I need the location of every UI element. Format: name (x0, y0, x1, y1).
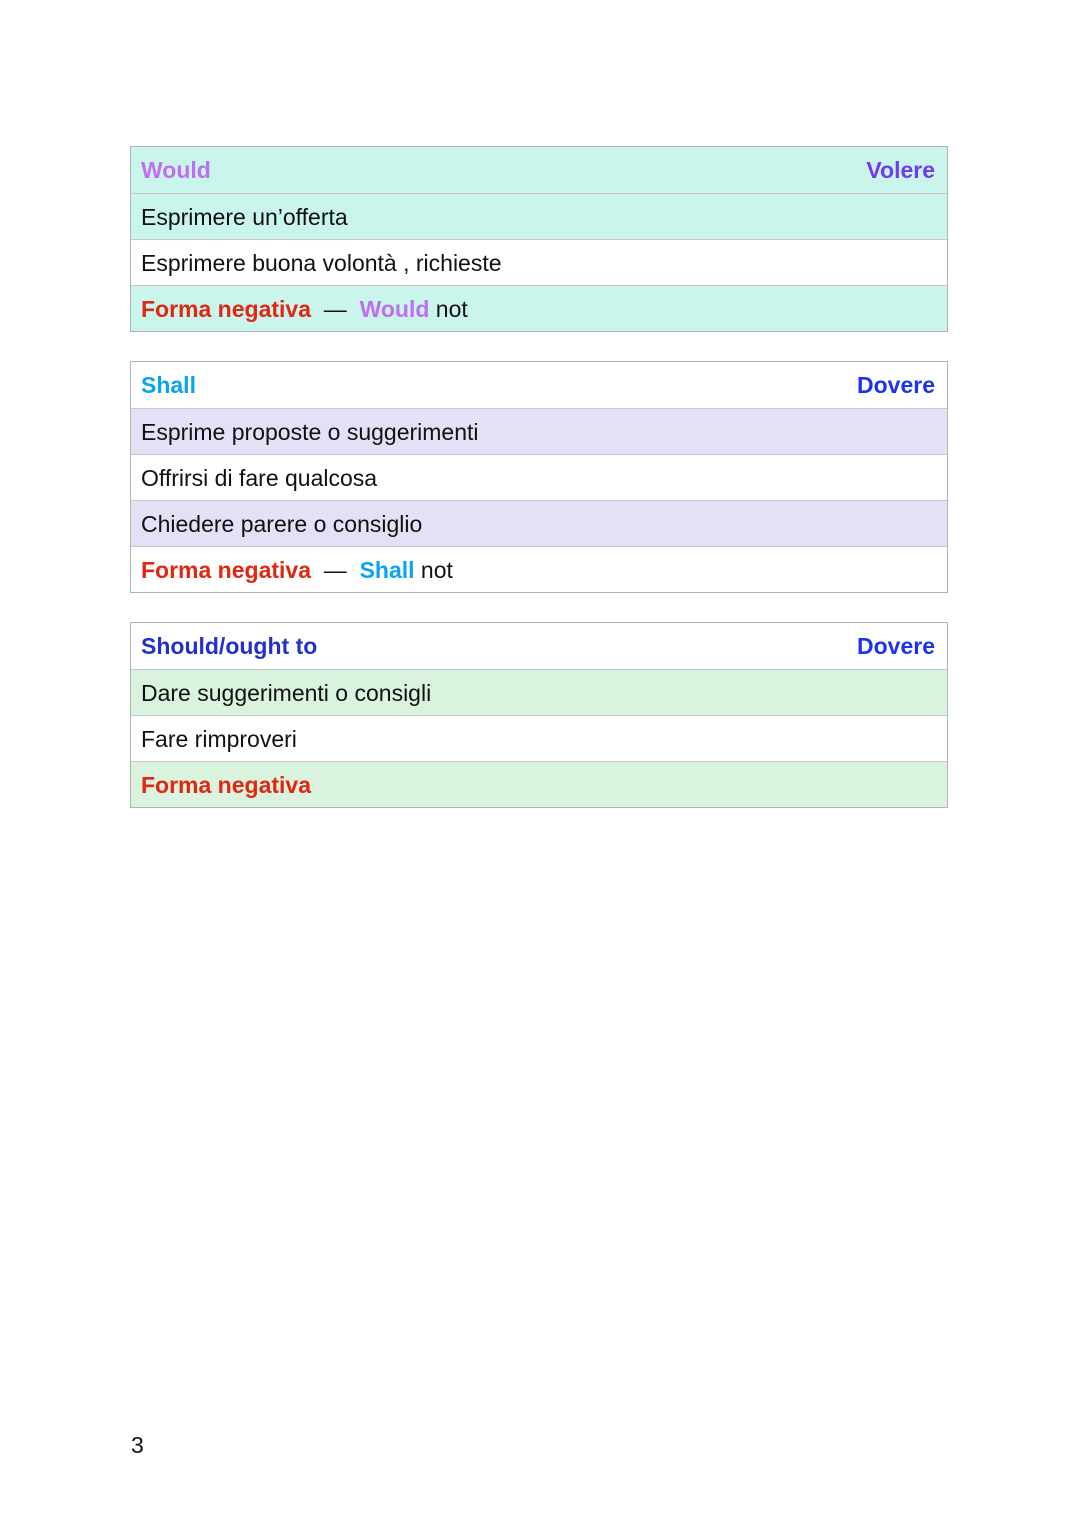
row-text-segment: Esprimere un’offerta (141, 203, 348, 230)
table-header-shall (131, 362, 947, 408)
row-text-segment: Shall (359, 556, 415, 583)
row-text-segment: Forma negativa (141, 556, 311, 583)
row-text-segment: Offrirsi di fare qualcosa (141, 464, 378, 491)
row-text-segment: Dare suggerimenti o consigli (141, 679, 432, 706)
table-translation-would: Volere (866, 157, 935, 183)
row-text-segment: Esprime proposte o suggerimenti (141, 418, 479, 445)
tables-container (130, 146, 948, 837)
table-would (130, 146, 948, 332)
row-text-segment: — (311, 556, 360, 583)
row-text-segment: Esprimere buona volontà , richieste (141, 249, 502, 276)
table-translation-shall: Dovere (857, 372, 935, 398)
table-header-would (131, 147, 947, 193)
table-title-shall: Shall (141, 372, 196, 398)
table-header-should-ought-to (131, 623, 947, 669)
table-should-ought-to (130, 622, 948, 808)
row-text-segment: not (414, 556, 453, 583)
table-title-should-ought-to: Should/ought to (141, 633, 318, 659)
page-number: 3 (131, 1432, 144, 1458)
row-text-segment: Would (359, 295, 430, 322)
row-text-segment: Forma negativa (141, 771, 311, 798)
table-row (131, 500, 947, 546)
table-row (131, 193, 947, 239)
row-text-segment: Forma negativa (141, 295, 311, 322)
table-row (131, 454, 947, 500)
table-row (131, 761, 947, 807)
table-title-would: Would (141, 157, 211, 183)
row-text-segment: — (311, 295, 360, 322)
table-row (131, 285, 947, 331)
table-row (131, 715, 947, 761)
table-row (131, 546, 947, 592)
table-translation-should-ought-to: Dovere (857, 633, 935, 659)
table-row (131, 408, 947, 454)
row-text-segment: not (429, 295, 468, 322)
table-row (131, 239, 947, 285)
row-text-segment: Chiedere parere o consiglio (141, 510, 423, 537)
table-row (131, 669, 947, 715)
row-text-segment: Fare rimproveri (141, 725, 297, 752)
table-shall (130, 361, 948, 593)
